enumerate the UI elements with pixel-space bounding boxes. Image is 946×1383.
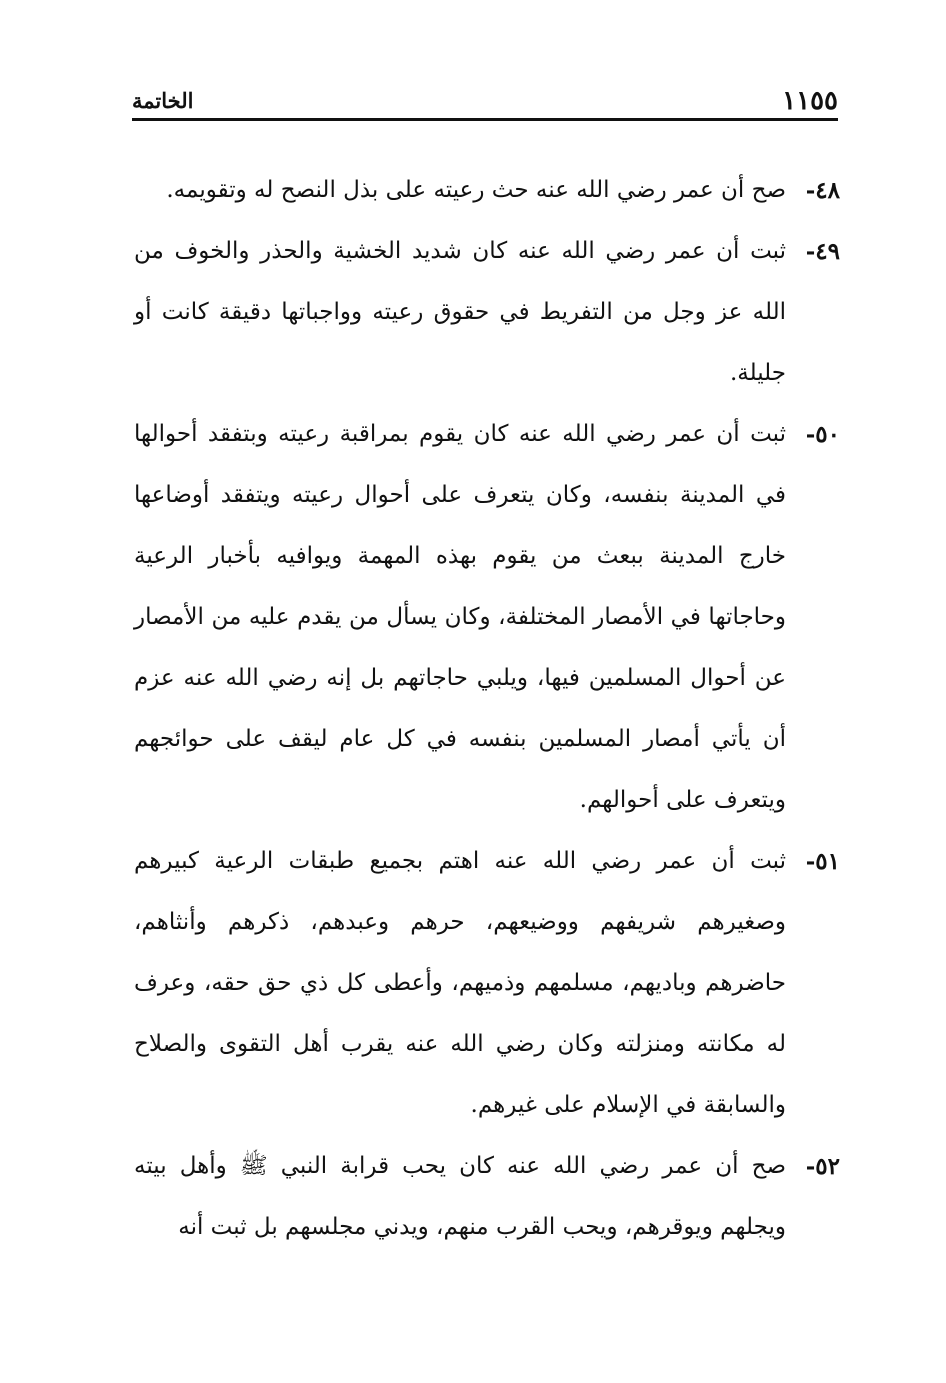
list-item — [134, 1136, 840, 1258]
item-text: ثبت أن عمر رضي الله عنه كان يقوم بمراقبة رعيته وبتفقد أحوالها في المدينة بنفسه، وكان يتعرف على أحوال رعيته ويتفقد أوضاعها خارج المدينة ببعث من يقوم بهذه المهمة ويوافيه بأخبار الرعية وحاجاتها في الأمصار المختلفة، وكان يسأل من يقدم عليه من الأمصار عن أحوال المسلمين فيها، ويلبي حاجاتهم بل إنه رضي الله عنه عزم أن يأتي أمصار المسلمين بنفسه في كل عام ليقف على حوائجهم ويتعرف على أحوالهم. — [134, 421, 786, 813]
list-item — [134, 160, 840, 221]
section-title: الخاتمة — [132, 88, 194, 113]
item-text: صح أن عمر رضي الله عنه حث رعيته على بذل النصح له وتقويمه. — [166, 177, 786, 203]
list-item — [134, 831, 840, 1136]
item-text: صح أن عمر رضي الله عنه كان يحب قرابة النبي ﷺ وأهل بيته ويجلهم ويوقرهم، ويحب القرب منهم، ويدني مجلسهم بل ثبت أنه — [134, 1153, 786, 1240]
item-number: ٤٩- — [805, 238, 840, 265]
item-number: ٥١- — [805, 848, 840, 875]
item-number: ٥٢- — [805, 1153, 840, 1180]
page-header — [132, 86, 838, 116]
item-text: ثبت أن عمر رضي الله عنه كان شديد الخشية والحذر والخوف من الله عز وجل من التفريط في حقوق رعيته وواجباتها دقيقة كانت أو جليلة. — [134, 238, 786, 386]
conclusion-list — [134, 160, 840, 1258]
list-item — [134, 221, 840, 404]
item-number: ٥٠- — [805, 421, 840, 448]
item-number: ٤٨- — [805, 177, 840, 204]
item-text: ثبت أن عمر رضي الله عنه اهتم بجميع طبقات الرعية كبيرهم وصغيرهم شريفهم ووضيعهم، حرهم وعبدهم، ذكرهم وأنثاهم، حاضرهم وباديهم، مسلمهم وذميهم، وأعطى كل ذي حق حقه، وعرف له مكانته ومنزلته وكان رضي الله عنه يقرب أهل التقوى والصلاح والسابقة في الإسلام على غيرهم. — [134, 848, 786, 1118]
list-item — [134, 404, 840, 831]
page-number: ١١٥٥ — [782, 86, 838, 116]
header-rule — [132, 118, 838, 121]
